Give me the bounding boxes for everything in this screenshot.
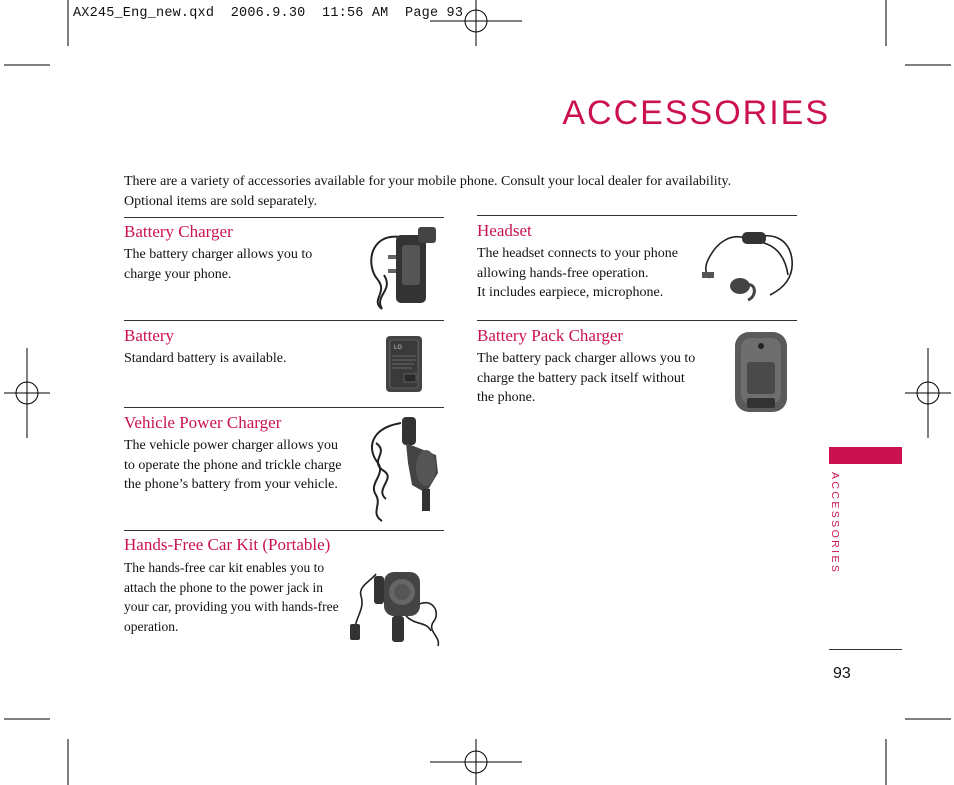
section-heading: Vehicle Power Charger — [124, 413, 282, 432]
intro-line: Optional items are sold separately. — [124, 194, 318, 209]
section-body — [477, 349, 717, 408]
page-number: 93 — [833, 665, 851, 682]
battery-pack-charger-image — [733, 328, 789, 414]
body-line: The vehicle power charger allows you — [124, 438, 338, 453]
body-line: The headset connects to your phone — [477, 246, 678, 261]
divider — [124, 407, 444, 408]
section-heading: Headset — [477, 221, 532, 240]
divider — [124, 217, 444, 218]
divider — [124, 530, 444, 531]
body-line: The battery charger allows you to — [124, 247, 313, 262]
intro-line: There are a variety of accessories available for your mobile phone. Consult your local dealer for availability. — [124, 174, 732, 189]
section-body — [477, 244, 707, 303]
side-tab-label: ACCESSORIES — [829, 472, 841, 575]
divider — [477, 215, 797, 216]
body-line: charge your phone. — [124, 266, 232, 282]
section-hands-free-car-kit — [124, 535, 349, 636]
section-heading: Battery — [124, 326, 175, 345]
section-heading: Battery Charger — [124, 222, 233, 241]
divider — [477, 320, 797, 321]
print-slug: AX245_Eng_new.qxd 2006.9.30 11:56 AM Page 93 — [73, 6, 464, 21]
vehicle-power-charger-image — [366, 413, 446, 525]
body-line: to operate the phone and trickle charge — [124, 457, 342, 473]
section-vehicle-power-charger — [124, 413, 369, 495]
page-title: ACCESSORIES — [562, 94, 830, 132]
divider — [829, 649, 902, 650]
section-battery-charger — [124, 222, 359, 284]
section-heading: Battery Pack Charger — [477, 326, 624, 345]
body-line: attach the phone to the power jack in — [124, 579, 324, 595]
section-heading: Hands-Free Car Kit (Portable) — [124, 535, 331, 554]
battery-image — [384, 334, 424, 394]
section-body — [124, 558, 349, 636]
section-body — [124, 245, 359, 284]
body-line: The hands-free car kit enables you to — [124, 560, 325, 575]
headset-image — [700, 220, 800, 310]
section-tab — [829, 447, 902, 464]
section-body — [124, 349, 359, 369]
section-battery-pack-charger — [477, 326, 717, 408]
body-line: The battery pack charger allows you to — [477, 351, 696, 366]
body-line: It includes earpiece, microphone. — [477, 285, 664, 300]
section-battery — [124, 326, 359, 369]
hands-free-car-kit-image — [346, 566, 446, 656]
body-line: Standard battery is available. — [124, 351, 287, 366]
body-line: the phone. — [477, 390, 536, 405]
divider — [124, 320, 444, 321]
body-line: your car, providing you with hands-free — [124, 599, 339, 614]
battery-logo-label: LG — [394, 345, 403, 351]
body-line: charge the battery pack itself without — [477, 370, 685, 386]
body-line: the phone’s battery from your vehicle. — [124, 477, 338, 492]
battery-charger-image — [360, 225, 450, 315]
section-body — [124, 436, 369, 495]
body-line: operation. — [124, 618, 179, 634]
intro-text — [124, 172, 784, 212]
section-headset — [477, 221, 707, 303]
body-line: allowing hands-free operation. — [477, 265, 649, 281]
